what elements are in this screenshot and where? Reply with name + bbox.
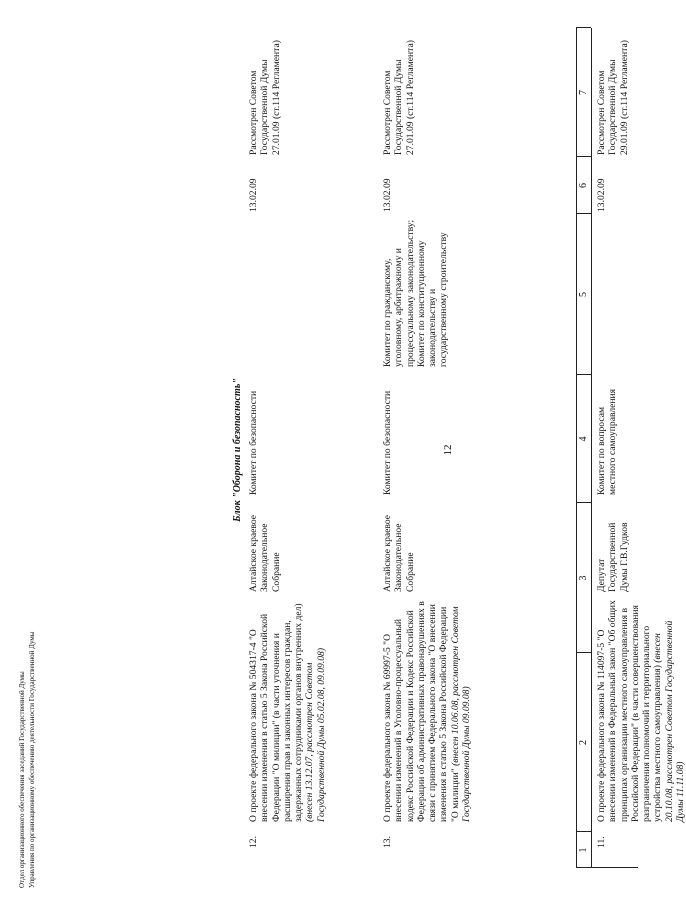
row-title <box>382 600 472 822</box>
row-author: Алтайское краевое Законодательное Собрание <box>382 514 416 592</box>
row-coexecutors: Комитет по гражданскому, уголовному, арбитражному и процессуальному законодательству; Комитет по конституционному законодательству и государственному строительству <box>382 219 450 367</box>
row-author: Депутат Государственной Думы Г.В.Гудков <box>596 522 630 592</box>
row-title-text: О проекте федерального закона № 69997-5 "О внесении изменений в Уголовно-процессуальный кодекс Российской Федерации и Кодекс Российской Федерации об административных правонарушениях в связи с принятием Федерального закона "О внесении изменения в статью 5 Закона Российской Федерации "О милиции" <box>382 601 461 822</box>
footer-line-1: Отдел организационного обеспечения заседаний Государственной Думы <box>18 671 26 888</box>
row-title <box>248 600 327 822</box>
row-date: 13.02.09 <box>596 178 607 212</box>
footer-line-2: Управления по организационному обеспечению деятельности Государственной Думы <box>28 631 36 888</box>
header-col-3: 3 <box>578 575 589 581</box>
header-col-1: 1 <box>578 847 589 853</box>
row-number: 13. <box>382 836 393 848</box>
row-status: Рассмотрен Советом Государственной Думы 27.01.09 (ст.114 Регламента) <box>382 40 416 155</box>
row-committee: Комитет по вопросам местного самоуправления <box>596 388 619 495</box>
row-date: 13.02.09 <box>382 178 393 212</box>
section-title: Блок "Оборона и безопасность" <box>232 378 243 522</box>
row-number: 11. <box>596 836 607 848</box>
row-number: 12. <box>248 836 259 848</box>
header-col-2: 2 <box>578 740 589 745</box>
header-col-4: 4 <box>578 436 589 442</box>
row-note: (внесен 10.06.08, рассмотрен Советом Государственной Думы 09.09.08) <box>449 606 473 822</box>
row-status: Рассмотрен Советом Государственной Думы 27.01.09 (ст.114 Регламента) <box>248 40 282 155</box>
row-title <box>596 600 686 822</box>
header-col-5: 5 <box>578 292 589 297</box>
row-title-text: О проекте федерального закона № 114097-5 "О внесении изменений в Федеральный закон "Об общих принципах организации местного самоуправления в Российской Федерации" (в части совершенствования разграничения полномочий и территориального устройства местного самоуправления) <box>596 600 664 822</box>
row-committee: Комитет по безопасности <box>248 390 259 495</box>
header-col-7: 7 <box>578 90 589 95</box>
row-title-text: О проекте федерального закона № 504317-4 "О внесении изменения в статью 5 Закона Российской Федерации "О милиции" (в части уточнения и расширения прав и законных интересов граждан, задержанных сотрудниками органов внутренних дел) <box>248 603 305 822</box>
row-note: (внесен 20.10.08, рассмотрен Советом Государственной Думы 11.11.08) <box>652 620 686 822</box>
row-author: Алтайское краевое Законодательное Собрание <box>248 514 282 592</box>
row-committee: Комитет по безопасности <box>382 390 393 495</box>
table-header-bottom-border <box>591 28 592 868</box>
page-number: 12 <box>442 444 454 456</box>
row-note: (внесен 13.12.07, рассмотрен Советом Государственной Думы 05.02.08, 09.09.08) <box>304 647 327 822</box>
row-status: Рассмотрен Советом Государственной Думы 29.01.09 (ст.114 Регламента) <box>596 40 630 155</box>
header-col-6: 6 <box>578 183 589 188</box>
row-date: 13.02.09 <box>248 178 259 212</box>
